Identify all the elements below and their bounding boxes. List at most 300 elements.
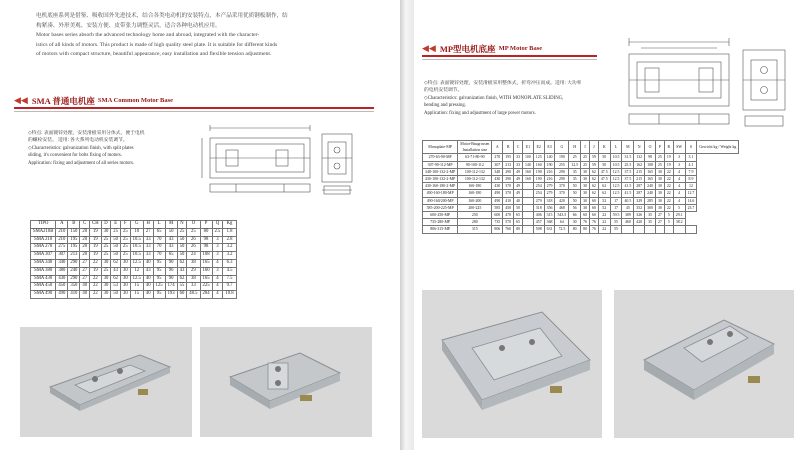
sma-table-cell: 4 — [212, 259, 223, 267]
mp-table-cell: 570 — [503, 219, 514, 226]
mp-table-cell: 100 — [522, 154, 533, 161]
mp-table-cell: 50 — [569, 190, 581, 197]
mp-col-header: R — [664, 141, 673, 154]
mp-table-cell: 50 — [514, 204, 523, 211]
mp-table-cell: 60 — [581, 212, 590, 219]
sma-table-cell: 95 — [153, 275, 165, 283]
mp-title-cn: MP型电机底座 — [439, 43, 496, 54]
sma-table-cell: 307 — [56, 252, 68, 260]
mp-table-cell: 17 — [610, 204, 622, 211]
mp-table-cell: 254 — [533, 183, 544, 190]
mp-table-row — [423, 183, 739, 190]
sma-table-cell: 50 — [177, 252, 187, 260]
sma-table-cell: 3.2 — [223, 252, 236, 260]
mp-table-cell: 240 — [645, 183, 656, 190]
sma-col-header: L — [153, 221, 165, 229]
sma-banner — [14, 92, 374, 109]
mp-table-cell: 420 — [555, 197, 569, 204]
sma-table-cell: 38 — [187, 259, 200, 267]
mp-table-cell: 8.9 — [685, 176, 697, 183]
sma-table-cell: 30 — [101, 275, 111, 283]
sma-table-cell: 90 — [165, 259, 177, 267]
sma-feature-line: sliding, it's convenient for bolts fixing of motors. — [28, 153, 122, 159]
sma-table-cell: 43 — [111, 267, 121, 275]
mp-table-cell: 76 — [589, 219, 598, 226]
mp-table-cell: 12 — [685, 183, 697, 190]
mp-table-cell: 30 — [569, 219, 581, 226]
sma-table-cell: 29 — [187, 267, 200, 275]
mp-table-cell: 279 — [544, 183, 555, 190]
mp-table-cell: 52 — [598, 197, 610, 204]
sma-table-cell: 98 — [200, 236, 212, 244]
mp-table-cell — [522, 226, 533, 233]
sma-table-cell: 340 — [56, 259, 68, 267]
mp-table-cell: 30 — [655, 176, 664, 183]
mp-table-cell: 255 — [555, 161, 569, 168]
mp-table-cell: 3.1 — [685, 154, 697, 161]
sma-table-cell: 12 — [130, 267, 143, 275]
sma-table-cell: 25 — [120, 236, 130, 244]
mp-table-cell: 216 — [544, 176, 555, 183]
sma-table-row — [31, 291, 237, 299]
sma-table-cell: 95 — [153, 259, 165, 267]
mp-table-cell: 290 — [555, 176, 569, 183]
mp-table-cell: 12.7 — [685, 190, 697, 197]
mp-col-header-size-line: Motor-Baugrossen — [460, 142, 490, 146]
sma-table-cell: 30 — [101, 228, 111, 236]
mp-table-cell: 60 — [589, 197, 598, 204]
mp-table-cell: 543.5 — [555, 212, 569, 219]
sma-table-cell: 43 — [177, 267, 187, 275]
mp-table-row — [423, 226, 739, 233]
sma-table-cell: 53 — [111, 283, 121, 291]
sma-table-cell: 19 — [90, 267, 102, 275]
mp-table-cell: 35 — [645, 212, 656, 219]
mp-table-cell: 55 — [610, 219, 622, 226]
mp-table-cell: 160-180 — [458, 190, 492, 197]
mp-table-cell: 52 — [598, 204, 610, 211]
sma-table-cell: 10 — [130, 228, 143, 236]
mp-table-cell: 490 — [492, 197, 503, 204]
sma-table-cell: SMA 430 — [31, 275, 56, 283]
mp-table-cell: 12.5 — [610, 168, 622, 175]
sma-table-cell: 40 — [80, 283, 90, 291]
mp-table-cell: 22 — [598, 212, 610, 219]
sma-table-row — [31, 259, 237, 267]
sma-col-header: Kg — [223, 221, 236, 229]
mp-table-cell: 31.5 — [622, 154, 634, 161]
mp-col-header: I — [581, 141, 590, 154]
sma-col-header: M — [165, 221, 177, 229]
mp-table-cell: 35 — [569, 176, 581, 183]
mp-table-cell: 735-280-MP — [423, 219, 458, 226]
mp-table-cell: 12.5 — [610, 176, 622, 183]
mp-feature-line: 的电机安装调节。 — [424, 88, 463, 94]
mp-table-cell: 22 — [664, 204, 673, 211]
mp-table-cell: 50 — [569, 197, 581, 204]
sma-table-cell: 50 — [177, 236, 187, 244]
mp-table-cell: 14.6 — [685, 197, 697, 204]
mp-table-cell: 160-200 — [458, 197, 492, 204]
sma-table-cell: 19 — [90, 236, 102, 244]
sma-table-cell: 25 — [120, 252, 130, 260]
sma-table-cell: 3 — [212, 267, 223, 275]
mp-table-cell: 62 — [598, 190, 610, 197]
mp-table-cell — [645, 226, 656, 233]
mp-col-header: G — [555, 141, 569, 154]
sma-table-row — [31, 236, 237, 244]
mp-table-cell: 25 — [581, 161, 590, 168]
mp-table-cell — [522, 204, 533, 211]
mp-table-cell: 460 — [622, 219, 634, 226]
sma-table-cell: 108 — [200, 252, 212, 260]
mp-table-cell: 315 — [458, 226, 492, 233]
mp-table-cell: 215 — [634, 168, 645, 175]
mp-table-cell: 100-112-132 — [458, 168, 492, 175]
mp-table-cell: 62 — [598, 183, 610, 190]
sma-table-cell: 50 — [177, 244, 187, 252]
sma-technical-drawing — [196, 120, 372, 210]
sma-col-header: CH — [90, 221, 102, 229]
mp-table-cell: 98 — [645, 154, 656, 161]
sma-col-header: A — [56, 221, 68, 229]
mp-table-cell: 64 — [555, 219, 569, 226]
mp-table-cell: 30 — [655, 204, 664, 211]
sma-table-cell: 38 — [187, 275, 200, 283]
sma-table-cell: 27 — [80, 267, 90, 275]
sma-table-cell: SMA 270 — [31, 244, 56, 252]
right-page — [414, 0, 800, 450]
mp-table-row — [423, 212, 739, 219]
sma-table-cell: 33 — [187, 283, 200, 291]
mp-table-cell: 80 — [569, 226, 581, 233]
sma-col-header: G — [130, 221, 143, 229]
mp-table-cell: 806 — [492, 226, 503, 233]
sma-table-cell: 2.8 — [223, 236, 236, 244]
sma-table-cell: 3.2 — [223, 244, 236, 252]
mp-table-cell: 56 — [569, 204, 581, 211]
sma-table-cell: 410 — [68, 291, 80, 299]
sma-table-cell: 33 — [143, 236, 153, 244]
mp-table-cell: 195 — [503, 154, 514, 161]
mp-table-cell: 5 — [673, 204, 685, 211]
mp-table-cell: 22 — [598, 226, 610, 233]
mp-table-cell: 19 — [664, 154, 673, 161]
mp-table-cell: 307 — [492, 161, 503, 168]
sma-photo-left — [20, 327, 192, 437]
mp-col-header: E2 — [533, 141, 544, 154]
sma-table-cell: 43 — [165, 236, 177, 244]
mp-table-cell: 490-160/200-MP — [423, 197, 458, 204]
sma-table-cell: 12.5 — [130, 259, 143, 267]
sma-table-cell: 20 — [80, 236, 90, 244]
intro-en-line-1: Motor bases series absorb the advanced technology home and abroad, integrated with the character- — [36, 32, 260, 38]
mp-banner-rule — [422, 55, 597, 57]
mp-table-header-row — [423, 141, 739, 154]
mp-table-cell: 35 — [645, 219, 656, 226]
mp-table-cell: 65 — [514, 219, 523, 226]
sma-table-cell: 160 — [200, 267, 212, 275]
sma-table-cell: 25 — [111, 228, 121, 236]
mp-table-cell: 108 — [645, 161, 656, 168]
sma-col-header: TIPO — [31, 221, 56, 229]
sma-table-cell: 19 — [90, 244, 102, 252]
mp-table-cell: 318 — [533, 204, 544, 211]
mp-table-cell: 37.5 — [622, 176, 634, 183]
mp-spec-table — [422, 140, 739, 234]
sma-table-cell: 125 — [153, 283, 165, 291]
mp-table-cell: 62 — [589, 190, 598, 197]
mp-table-cell — [522, 190, 533, 197]
sma-table-cell: 7.5 — [223, 275, 236, 283]
sma-table-cell: 213 — [68, 252, 80, 260]
mp-table-cell: 4 — [673, 190, 685, 197]
mp-table-cell: 140 — [522, 161, 533, 168]
sma-table-cell: 26 — [187, 244, 200, 252]
mp-table-cell: 160 — [522, 168, 533, 175]
mp-arrows: ◀◀ — [422, 43, 436, 53]
mp-table-row — [423, 197, 739, 204]
mp-table-cell — [522, 183, 533, 190]
mp-table-cell: 50 — [598, 161, 610, 168]
mp-table-cell: 49 — [514, 190, 523, 197]
sma-table-cell: 30 — [120, 267, 130, 275]
sma-table-cell: 290 — [68, 275, 80, 283]
sma-table-row — [31, 283, 237, 291]
mp-table-cell: 37.5 — [622, 168, 634, 175]
mp-table-cell: 25 — [581, 154, 590, 161]
mp-table-cell: 370 — [555, 183, 569, 190]
mp-table-cell: 406 — [533, 212, 544, 219]
mp-col-header: J — [589, 141, 598, 154]
mp-table-cell: 27 — [655, 219, 664, 226]
mp-table-cell: 370 — [503, 190, 514, 197]
sma-table-cell: 50 — [111, 291, 121, 299]
sma-table-cell: 20 — [80, 244, 90, 252]
mp-table-cell: 806-315-MP — [423, 226, 458, 233]
mp-table-cell — [685, 226, 697, 233]
mp-table-cell: 290 — [503, 176, 514, 183]
mp-table-cell: 190 — [533, 168, 544, 175]
mp-table-cell: 254 — [533, 190, 544, 197]
sma-col-header: C — [80, 221, 90, 229]
mp-table-cell: 63-71-80-90 — [458, 154, 492, 161]
mp-table-cell: 30 — [581, 183, 590, 190]
mp-technical-drawing — [619, 30, 797, 140]
mp-table-cell: 22 — [664, 168, 673, 175]
page-gutter — [400, 0, 414, 450]
sma-table-cell: SMA210B — [31, 228, 56, 236]
mp-table-cell: 140 — [544, 154, 555, 161]
sma-table-cell: 48.5 — [187, 291, 200, 299]
mp-table-cell: 40 — [514, 197, 523, 204]
sma-table-cell: 193 — [165, 291, 177, 299]
mp-feature-line: ◇Characteristics: galvanization finish, WITH MONOPLATE SLIDING, — [424, 95, 564, 101]
mp-table-cell: 47.5 — [598, 168, 610, 175]
sma-table-cell: 25 — [101, 252, 111, 260]
mp-table-cell: 760 — [503, 226, 514, 233]
sma-table-cell: 96 — [165, 267, 177, 275]
mp-table-cell — [522, 197, 533, 204]
sma-table-cell: 25 — [101, 244, 111, 252]
mp-table-cell: 585 — [492, 204, 503, 211]
mp-table-cell: 30 — [581, 204, 590, 211]
sma-table-cell: 27 — [80, 275, 90, 283]
mp-col-header: K — [598, 141, 610, 154]
mp-table-cell: 41.5 — [622, 183, 634, 190]
mp-table-cell: 4.1 — [685, 161, 697, 168]
mp-table-cell: 631 — [544, 226, 555, 233]
mp-table-cell: 55 — [610, 226, 622, 233]
sma-table-cell: 55 — [177, 283, 187, 291]
mp-table-cell — [655, 226, 664, 233]
mp-table-cell: 270 — [492, 154, 503, 161]
sma-feature-line: ◇Characteristics: galvanization finish, with split plates — [28, 145, 134, 151]
mp-table-cell: 25 — [569, 154, 581, 161]
mp-table-cell: 4 — [673, 168, 685, 175]
mp-col-header-size — [458, 141, 492, 154]
mp-col-header: B — [503, 141, 514, 154]
mp-table-cell: 370 — [555, 190, 569, 197]
sma-table-cell: 30 — [120, 275, 130, 283]
mp-table-cell: 216 — [544, 168, 555, 175]
sma-table-cell: 33 — [143, 252, 153, 260]
mp-table-cell: 600 — [492, 212, 503, 219]
mp-table-cell: 160-180 — [458, 183, 492, 190]
sma-table-cell: 4 — [212, 291, 223, 299]
sma-table-cell: 62 — [177, 275, 187, 283]
sma-table-row — [31, 267, 237, 275]
mp-table-cell: 41.5 — [622, 190, 634, 197]
sma-table-cell: 40 — [143, 275, 153, 283]
sma-table-cell: 95 — [153, 291, 165, 299]
mp-table-cell: 215 — [634, 176, 645, 183]
sma-col-header: P — [200, 221, 212, 229]
mp-table-cell: 279 — [544, 190, 555, 197]
sma-table-cell: 10.5 — [130, 244, 143, 252]
mp-table-cell: 420 — [634, 219, 645, 226]
sma-table-cell: 90 — [165, 275, 177, 283]
sma-col-header: D — [101, 221, 111, 229]
mp-table-cell: 600-250-MP — [423, 212, 458, 219]
sma-table-row — [31, 228, 237, 236]
mp-table-cell: 190 — [555, 154, 569, 161]
sma-feature-line: ◇特点: 表面镀锌处理，安装滑板采用分体式，便于电机 — [28, 131, 145, 136]
sma-table-cell: 12.5 — [130, 275, 143, 283]
sma-col-header: O — [187, 221, 200, 229]
mp-table-cell: 4 — [673, 183, 685, 190]
mp-table-cell: 490-160-180-MP — [423, 190, 458, 197]
mp-feature-line: ◇特点: 表面镀锌处理，安装滑板采用整体式，折弯冲压而成。适用: 大功率 — [424, 81, 582, 86]
sma-table-cell: SMA 380 — [31, 267, 56, 275]
mp-table-cell: 33 — [514, 161, 523, 168]
mp-table-cell: 250 — [458, 212, 492, 219]
mp-table-cell: 389 — [622, 212, 634, 219]
mp-table-cell: 33 — [514, 154, 523, 161]
mp-table-cell: 62 — [589, 168, 598, 175]
mp-table-cell: 62 — [589, 183, 598, 190]
mp-table-cell: 23.7 — [685, 204, 697, 211]
mp-col-header: N — [634, 141, 645, 154]
mp-table-cell: 430-100-132-2-MP — [423, 176, 458, 183]
sma-table-cell: 62 — [177, 259, 187, 267]
mp-table-cell: 287 — [634, 190, 645, 197]
mp-table-cell: 430 — [492, 176, 503, 183]
sma-table-row — [31, 252, 237, 260]
mp-table-cell: 190 — [533, 176, 544, 183]
mp-table-cell: 285 — [645, 197, 656, 204]
mp-table-cell: 307-90-112-MP — [423, 161, 458, 168]
mp-table-cell: 410 — [503, 197, 514, 204]
mp-table-cell: 40.5 — [622, 197, 634, 204]
sma-table-cell: 290 — [68, 259, 80, 267]
sma-table-cell: 15 — [130, 291, 143, 299]
sma-table-cell: 210 — [56, 228, 68, 236]
sma-table-cell: 62 — [111, 275, 121, 283]
mp-feature-line: Application: fixing and adjustment of large power motors. — [424, 110, 536, 116]
sma-table-cell: 50 — [111, 244, 121, 252]
sma-table-cell: 174 — [165, 283, 177, 291]
mp-table-cell: 280 — [458, 219, 492, 226]
sma-table-cell: 22 — [90, 291, 102, 299]
sma-table-cell: 490 — [56, 291, 68, 299]
mp-col-header: O — [645, 141, 656, 154]
mp-table-cell: 29.1 — [673, 212, 685, 219]
sma-table-cell: 25 — [120, 244, 130, 252]
mp-table-cell: 22 — [664, 190, 673, 197]
sma-table-cell: 350 — [68, 283, 80, 291]
mp-table-cell: 165 — [645, 176, 656, 183]
mp-table-cell: 22 — [664, 197, 673, 204]
sma-table-cell: 24 — [187, 252, 200, 260]
mp-table-cell: 450 — [503, 204, 514, 211]
mp-table-cell: 25 — [655, 154, 664, 161]
mp-table-head — [423, 141, 739, 154]
mp-table-cell: 508 — [533, 226, 544, 233]
mp-table-cell: 35 — [569, 168, 581, 175]
sma-table-cell: 33 — [143, 244, 153, 252]
mp-table-cell: 10.5 — [610, 161, 622, 168]
sma-table-cell: 3 — [212, 252, 223, 260]
sma-table-cell: 30 — [101, 259, 111, 267]
sma-table-cell: 22 — [90, 275, 102, 283]
mp-table-cell: 38.2 — [673, 219, 685, 226]
sma-table-cell: SMA 307 — [31, 252, 56, 260]
intro-cn-line-1: 电机底座系列是借鉴、吸收国外先进技术，结合各类电动机的安装特点，本产品采用优质钢板制作，结 — [36, 13, 288, 19]
mp-table-cell: 59 — [589, 154, 598, 161]
mp-col-header: E3 — [544, 141, 555, 154]
sma-table-cell: 3 — [212, 236, 223, 244]
mp-table-cell: 270-63-90-MP — [423, 154, 458, 161]
sma-table-cell: 380 — [56, 267, 68, 275]
sma-table-cell: 6.3 — [223, 259, 236, 267]
sma-table-cell: SMA 340 — [31, 259, 56, 267]
mp-table-cell: 160 — [533, 161, 544, 168]
mp-table-cell: 5 — [664, 212, 673, 219]
mp-table-cell: 318 — [544, 197, 555, 204]
mp-table-cell — [673, 226, 685, 233]
mp-table-cell: 25.5 — [622, 161, 634, 168]
mp-table-cell: 60 — [589, 204, 598, 211]
sma-table-cell: 40 — [143, 291, 153, 299]
sma-table-cell: 50 — [111, 236, 121, 244]
sma-table-header-row — [31, 221, 237, 229]
mp-table-cell: 100-112-132 — [458, 176, 492, 183]
sma-table-cell: 30 — [120, 283, 130, 291]
sma-table-cell: SMA 210 — [31, 236, 56, 244]
sma-table-cell: 25 — [101, 236, 111, 244]
mp-table-cell: 30 — [655, 190, 664, 197]
